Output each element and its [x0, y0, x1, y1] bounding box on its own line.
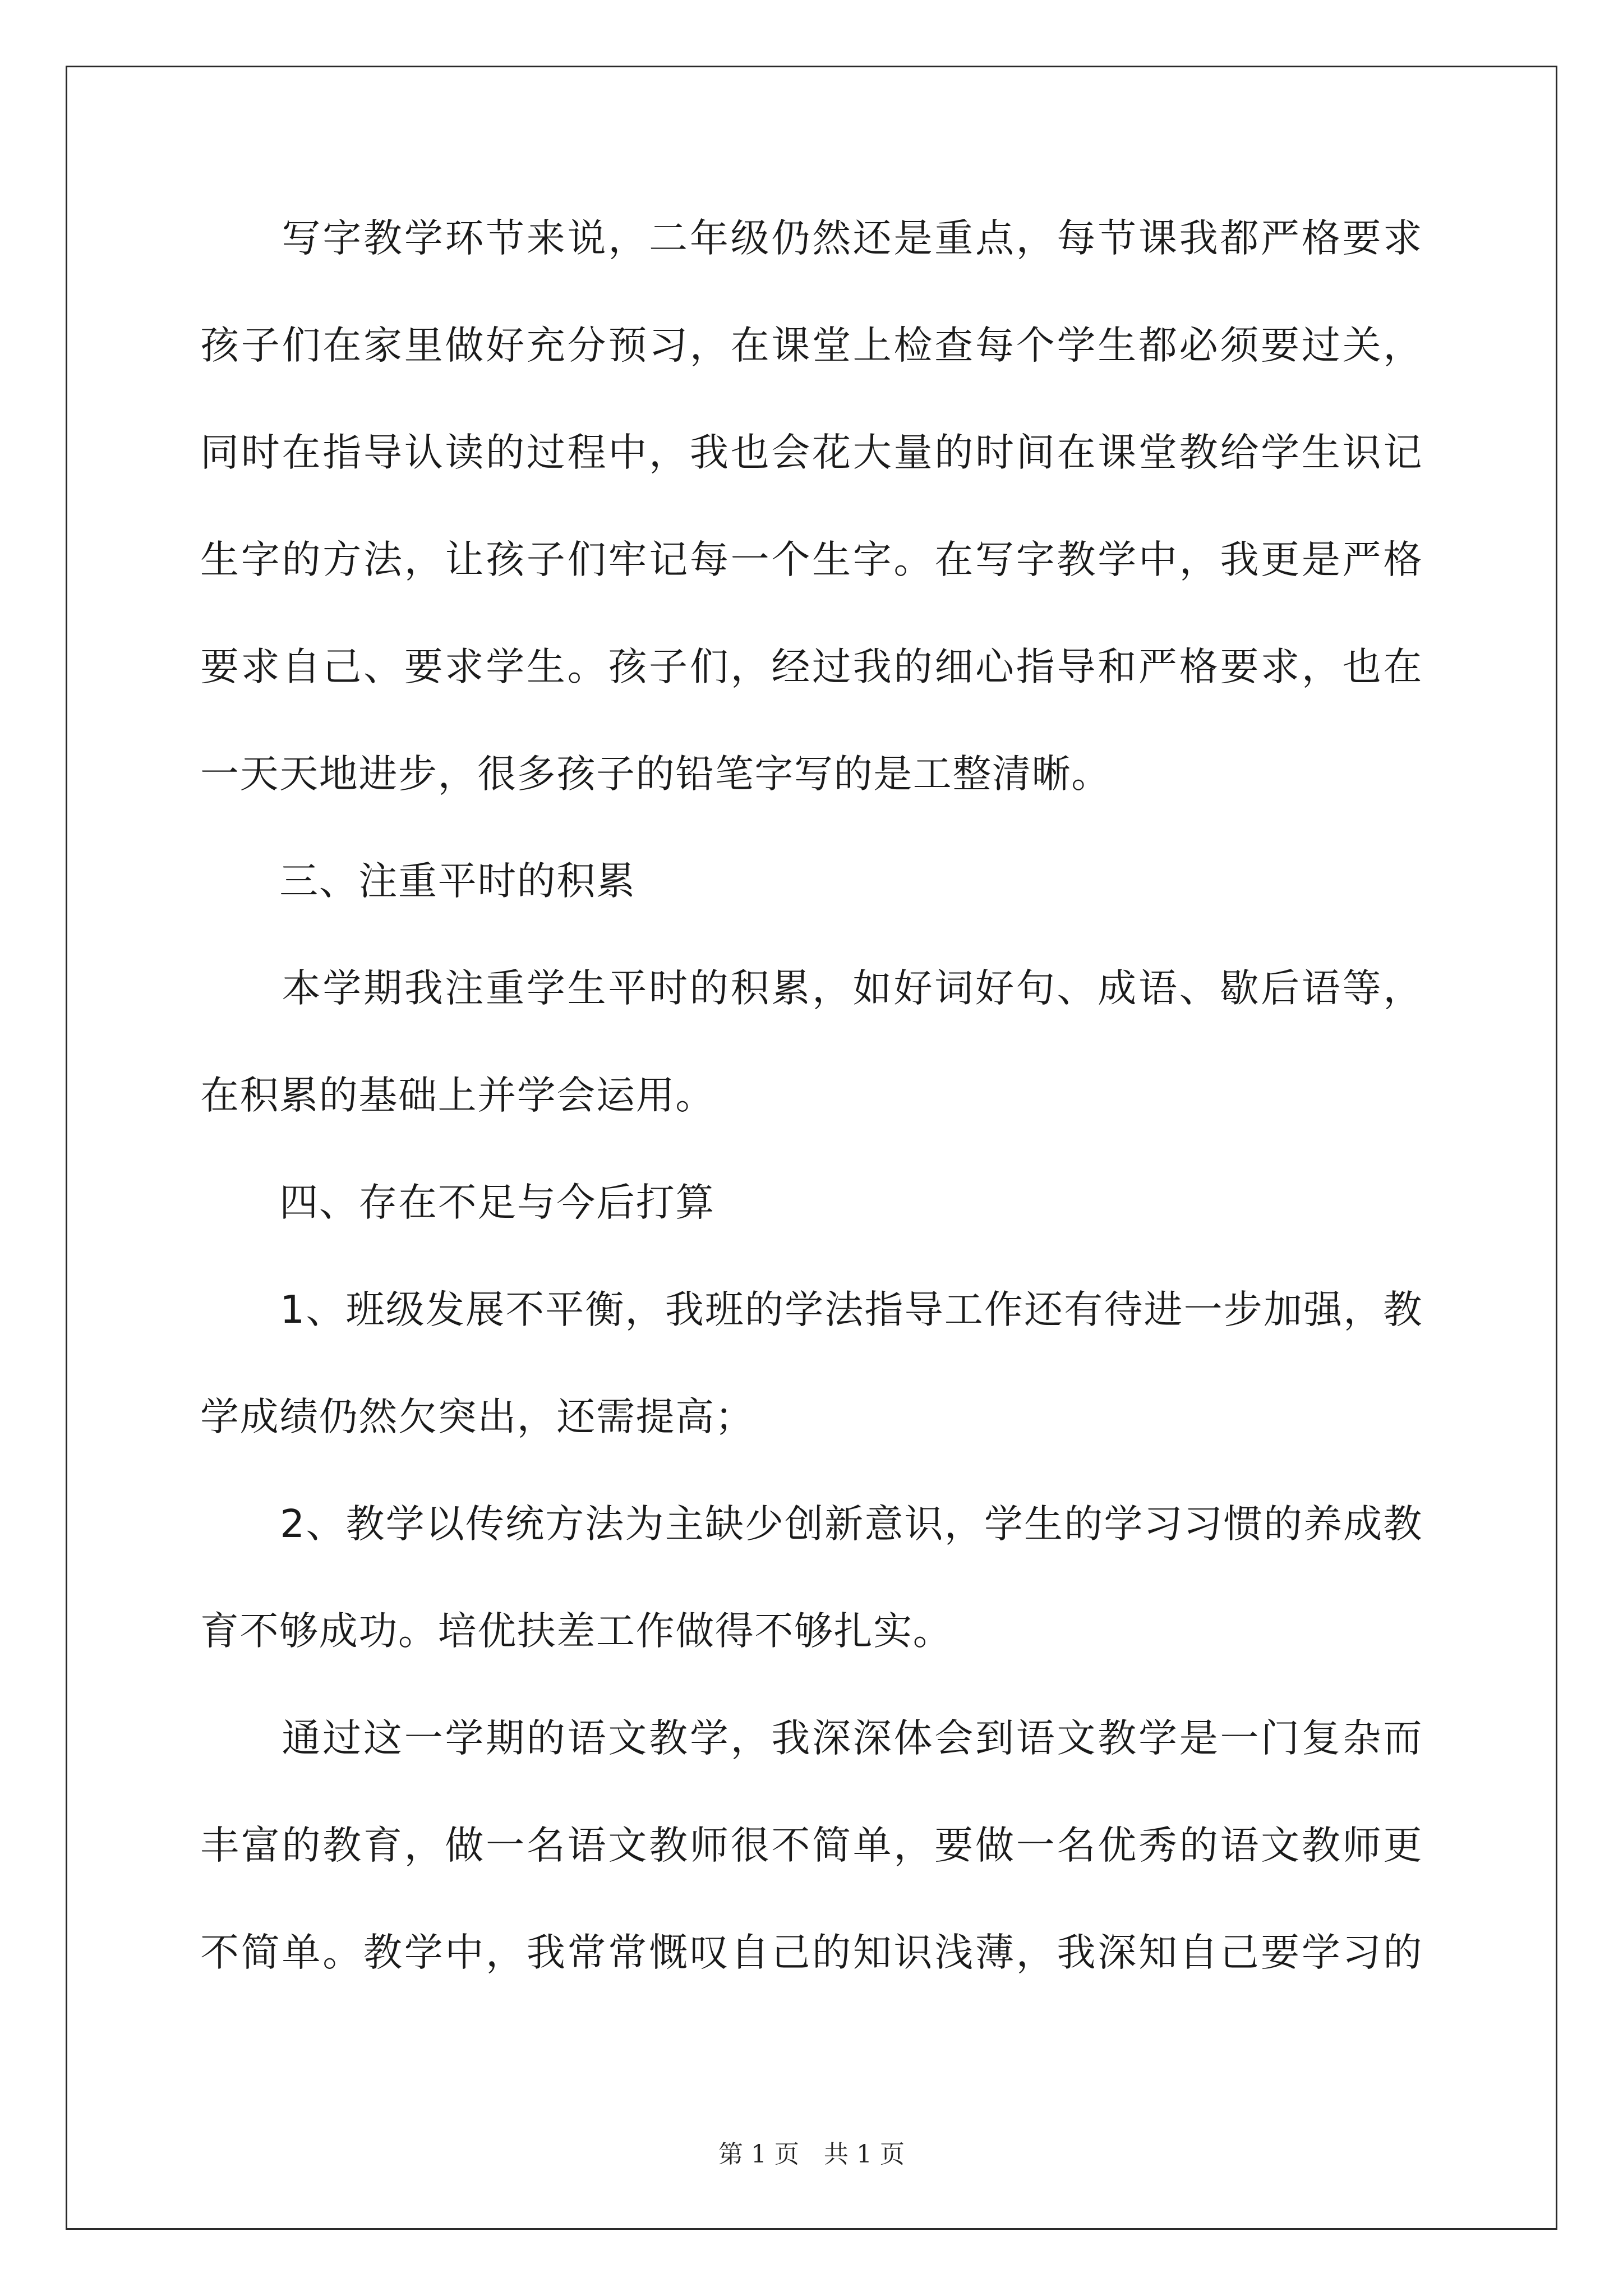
text-line: 育不够成功。培优扶差工作做得不够扎实。 [200, 1609, 953, 1654]
text-line: 生字的方法，让孩子们牢记每一个生字。在写字教学中，我更是严格 [200, 537, 1423, 582]
text-line: 要求自己、要求学生。孩子们，经过我的细心指导和严格要求，也在 [200, 645, 1423, 689]
section-heading: 四、存在不足与今后打算 [200, 1180, 715, 1225]
text-line: 同时在指导认读的过程中，我也会花大量的时间在课堂教给学生识记 [200, 430, 1423, 475]
text-line: 本学期我注重学生平时的积累，如好词好句、成语、歇后语等， [200, 966, 1423, 1011]
text-line: 丰富的教育，做一名语文教师很不简单，要做一名优秀的语文教师更 [200, 1823, 1423, 1868]
section-heading: 三、注重平时的积累 [200, 859, 636, 904]
text-line: 不简单。教学中，我常常慨叹自己的知识浅薄，我深知自己要学习的 [200, 1930, 1423, 1975]
text-line: 在积累的基础上并学会运用。 [200, 1073, 715, 1118]
page-number-footer: 第 1 页 共 1 页 [718, 2140, 905, 2169]
text-line: 通过这一学期的语文教学，我深深体会到语文教学是一门复杂而 [200, 1716, 1423, 1761]
text-line: 写字教学环节来说，二年级仍然还是重点，每节课我都严格要求 [200, 216, 1423, 261]
page-border [66, 66, 1557, 2230]
text-line: 2、教学以传统方法为主缺少创新意识，学生的学习习惯的养成教 [200, 1502, 1423, 1547]
text-line: 学成绩仍然欠突出，还需提高； [200, 1395, 755, 1439]
text-line: 一天天地进步，很多孩子的铅笔字写的是工整清晰。 [200, 752, 1111, 797]
text-line: 1、班级发展不平衡，我班的学法指导工作还有待进一步加强，教 [200, 1287, 1423, 1332]
text-line: 孩子们在家里做好充分预习，在课堂上检查每个学生都必须要过关， [200, 323, 1423, 368]
